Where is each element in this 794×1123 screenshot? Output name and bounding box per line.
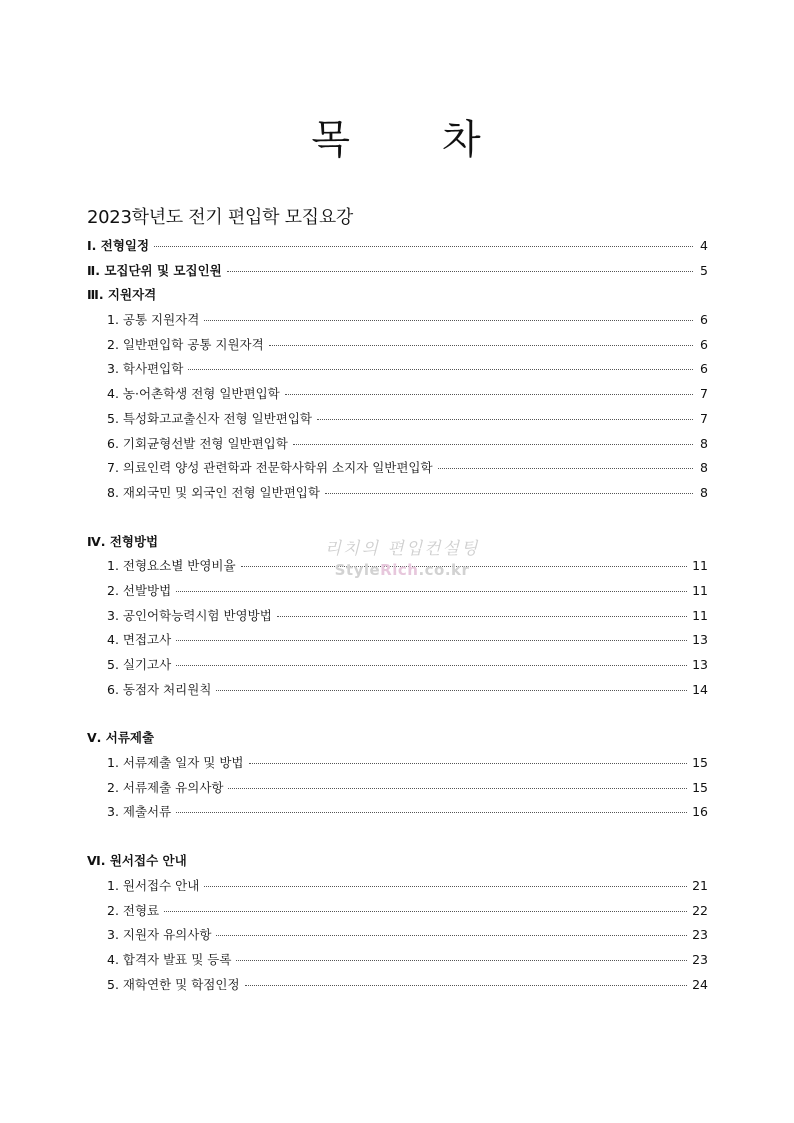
dot-leader xyxy=(277,616,687,617)
page-title xyxy=(0,108,794,165)
toc-page-number: 6 xyxy=(700,312,708,328)
toc-section[interactable] xyxy=(87,236,708,261)
toc-page-number: 6 xyxy=(700,336,708,352)
toc-page-number: 13 xyxy=(692,657,708,672)
toc-item[interactable] xyxy=(87,384,708,409)
toc-entry-label: 5. 재학연한 및 학점인정 xyxy=(107,976,240,992)
dot-leader xyxy=(249,763,688,764)
toc-section[interactable] xyxy=(87,532,708,557)
toc-section[interactable] xyxy=(87,851,708,876)
toc-entry-label: 3. 공인어학능력시험 반영방법 xyxy=(107,607,272,623)
dot-leader xyxy=(176,640,687,641)
dot-leader xyxy=(204,320,693,321)
toc-item[interactable] xyxy=(87,975,708,1000)
toc-entry-label: 1. 서류제출 일자 및 방법 xyxy=(107,755,244,771)
dot-leader xyxy=(154,246,693,247)
toc-page-number: 13 xyxy=(692,632,708,648)
toc-item[interactable] xyxy=(87,335,708,360)
dot-leader xyxy=(216,935,687,936)
toc-item[interactable] xyxy=(87,950,708,975)
toc-item[interactable] xyxy=(87,581,708,606)
toc-entry-label: 1. 공통 지원자격 xyxy=(107,312,200,328)
toc-page-number: 11 xyxy=(692,582,708,598)
toc-item[interactable] xyxy=(87,876,708,901)
watermark-part-b: Rich xyxy=(380,561,419,579)
toc-entry-label: Ⅳ. 전형방법 xyxy=(87,533,159,549)
toc-item[interactable] xyxy=(87,359,708,384)
toc-page-number: 15 xyxy=(692,779,708,795)
section-spacer xyxy=(87,827,708,851)
dot-leader xyxy=(176,812,687,813)
toc-section[interactable] xyxy=(87,261,708,286)
toc-entry-label: Ⅵ. 원서접수 안내 xyxy=(87,853,187,869)
dot-leader xyxy=(241,566,688,567)
toc-page-number: 8 xyxy=(700,460,708,476)
toc-entry-label: Ⅰ. 전형일정 xyxy=(87,238,150,253)
toc-entry-label: 4. 농·어촌학생 전형 일반편입학 xyxy=(107,386,280,402)
toc-item[interactable] xyxy=(87,458,708,483)
toc-page-number: 15 xyxy=(692,755,708,771)
toc-entry-label: 3. 지원자 유의사항 xyxy=(107,927,212,943)
toc-item[interactable] xyxy=(87,556,708,581)
toc-page-number: 6 xyxy=(700,361,708,377)
toc-entry-label: 3. 학사편입학 xyxy=(107,361,184,377)
toc-item[interactable] xyxy=(87,434,708,459)
dot-leader xyxy=(188,369,693,370)
toc-page-number: 22 xyxy=(692,902,708,918)
toc-entry-label: 2. 전형료 xyxy=(107,902,160,918)
dot-leader xyxy=(227,271,693,272)
title-char-2: 차 xyxy=(442,117,483,163)
dot-leader xyxy=(269,345,693,346)
toc-page-number: 21 xyxy=(692,877,708,893)
dot-leader xyxy=(438,468,693,469)
toc-entry-label: 2. 서류제출 유의사항 xyxy=(107,779,224,795)
toc-entry-label: 7. 의료인력 양성 관련학과 전문학사학위 소지자 일반편입학 xyxy=(107,460,433,476)
watermark-part-c: .co.kr xyxy=(418,561,470,579)
toc-entry-label: 8. 재외국민 및 외국인 전형 일반편입학 xyxy=(107,484,320,500)
toc-item[interactable] xyxy=(87,680,708,705)
toc-item[interactable] xyxy=(87,606,708,631)
dot-leader xyxy=(204,886,687,887)
section-spacer xyxy=(87,508,708,532)
toc-page-number: 11 xyxy=(692,607,708,623)
dot-leader xyxy=(176,591,687,592)
toc-entry-label: 2. 일반편입학 공통 지원자격 xyxy=(107,336,264,352)
toc-page-number: 7 xyxy=(700,410,708,426)
toc-item[interactable] xyxy=(87,901,708,926)
toc-item[interactable] xyxy=(87,483,708,508)
toc-entry-label: 3. 제출서류 xyxy=(107,804,172,820)
dot-leader xyxy=(293,444,693,445)
toc-entry-label: 4. 합격자 발표 및 등록 xyxy=(107,951,232,967)
toc-entry-label: 4. 면접고사 xyxy=(107,632,172,648)
toc-page-number: 7 xyxy=(700,386,708,402)
toc-entry-label: 6. 동점자 처리원칙 xyxy=(107,681,212,697)
title-char-1: 목 xyxy=(311,117,352,163)
toc-page-number: 24 xyxy=(692,976,708,992)
toc-section[interactable] xyxy=(87,728,708,753)
toc-page-number: 8 xyxy=(700,484,708,500)
dot-leader xyxy=(228,788,687,789)
toc-page-number: 14 xyxy=(692,681,708,697)
toc-item[interactable] xyxy=(87,778,708,803)
watermark-line1: 리치의 편입컨설팅 xyxy=(324,539,480,559)
toc-item[interactable] xyxy=(87,310,708,335)
section-spacer xyxy=(87,704,708,728)
toc-item[interactable] xyxy=(87,925,708,950)
toc-entry-label: 5. 실기고사 xyxy=(107,657,172,672)
toc-page-number: 11 xyxy=(692,558,708,574)
dot-leader xyxy=(317,419,693,420)
toc-item[interactable] xyxy=(87,802,708,827)
toc-entry-label: Ⅲ. 지원자격 xyxy=(87,287,157,303)
toc-item[interactable] xyxy=(87,409,708,434)
toc-page-number: 23 xyxy=(692,927,708,943)
toc-entry-label: 1. 전형요소별 반영비율 xyxy=(107,558,236,574)
toc-entry-label: 1. 원서접수 안내 xyxy=(107,877,200,893)
dot-leader xyxy=(325,493,693,494)
document-heading: 2023학년도 전기 편입학 모집요강 xyxy=(87,207,353,228)
toc-page-number: 5 xyxy=(700,262,708,278)
toc-page-number: 23 xyxy=(692,951,708,967)
toc-page-number: 8 xyxy=(700,435,708,451)
toc-entry-label: 5. 특성화고교출신자 전형 일반편입학 xyxy=(107,410,312,426)
toc-page-number: 4 xyxy=(700,238,708,253)
toc-entry-label: 2. 선발방법 xyxy=(107,582,172,598)
toc-entry-label: Ⅴ. 서류제출 xyxy=(87,730,155,746)
toc-page-number: 16 xyxy=(692,804,708,820)
toc-entry-label: Ⅱ. 모집단위 및 모집인원 xyxy=(87,262,222,278)
dot-leader xyxy=(176,665,687,666)
dot-leader xyxy=(216,690,687,691)
dot-leader xyxy=(236,960,687,961)
toc-entry-label: 6. 기회균형선발 전형 일반편입학 xyxy=(107,435,288,451)
toc-item[interactable] xyxy=(87,753,708,778)
dot-leader xyxy=(245,985,688,986)
toc-item[interactable] xyxy=(87,630,708,655)
dot-leader xyxy=(164,911,687,912)
table-of-contents xyxy=(87,236,708,999)
toc-section[interactable] xyxy=(87,285,708,310)
dot-leader xyxy=(285,394,693,395)
toc-item[interactable] xyxy=(87,655,708,680)
watermark-part-a: Style xyxy=(334,561,381,579)
